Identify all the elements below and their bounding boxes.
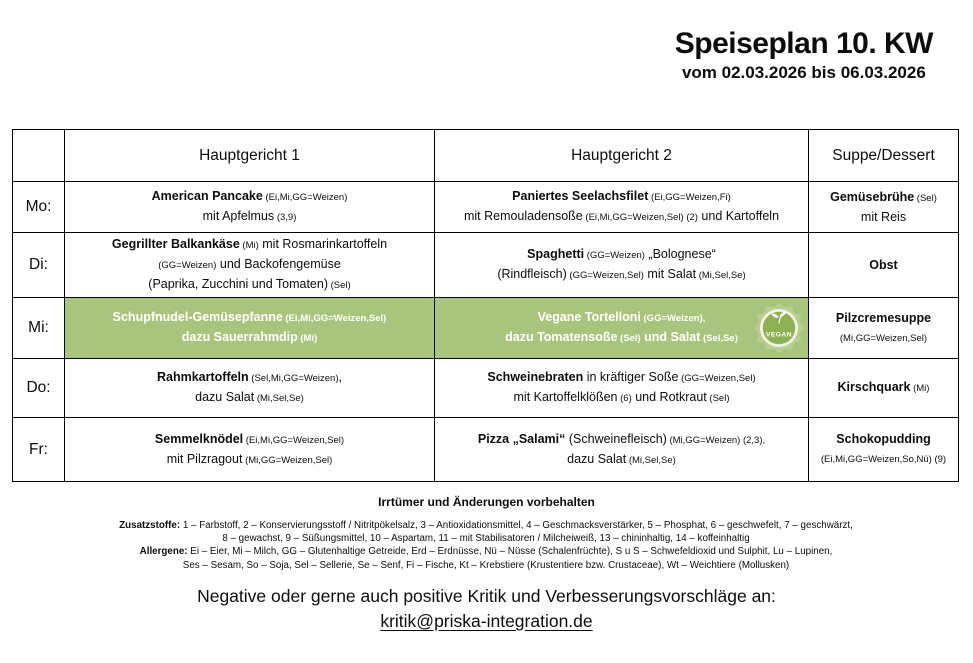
zusatzstoffe-line-2: 8 – gewachst, 9 – Süßungsmittel, 10 – Aspartam, 11 – mit Stabilisatoren / Milcheiweiß, 13 – chininhaltig, 14 – koffeinhaltig: [222, 533, 750, 545]
day-label: Fr:: [13, 418, 65, 482]
badge-inner-disc: [763, 312, 795, 344]
menu-text-segment: Gemüsebrühe: [830, 189, 915, 204]
column-header-hauptgericht-2: Hauptgericht 2: [435, 130, 809, 182]
feedback-email-link[interactable]: kritik@priska-integration.de: [380, 611, 593, 631]
menu-text-segment: Pizza „Salami“: [477, 431, 566, 446]
menu-text-segment: Vegane Tortelloni: [537, 310, 641, 324]
menu-text-segment: Gegrillter Balkankäse: [111, 237, 240, 251]
menu-table-body: [13, 182, 959, 482]
menu-text-segment: (Mi,Sel,Se): [696, 270, 746, 281]
menu-line: [813, 378, 954, 398]
menu-text-segment: in kräftiger Soße: [583, 370, 679, 384]
menu-line: [69, 207, 430, 227]
menu-text-segment: dazu Sauerrahmdip: [181, 330, 298, 344]
menu-line: [439, 308, 804, 328]
menu-table-header: [13, 130, 959, 182]
column-header-hauptgericht-1: Hauptgericht 1: [65, 130, 435, 182]
menu-text-segment: (Ei,Mi,GG=Weizen,So,Nü) (9): [820, 454, 947, 465]
footnotes-block: [56, 519, 916, 572]
menu-text-segment: (Ei,Mi,GG=Weizen,Sel): [282, 313, 387, 324]
menu-line: [439, 265, 804, 285]
menu-text-segment: (Ei,GG=Weizen,Fi): [648, 192, 731, 203]
day-label: Mo:: [13, 182, 65, 233]
menu-line: [813, 328, 954, 348]
menu-line: [69, 430, 430, 450]
menu-line: [69, 328, 430, 348]
page-title: Speiseplan 10. KW: [674, 27, 933, 60]
menu-text-segment: und Backofengemüse: [216, 257, 341, 271]
column-header-suppe-dessert: Suppe/Dessert: [809, 130, 959, 182]
menu-text-segment: (GG=Weizen): [584, 250, 645, 261]
menu-line: [439, 388, 804, 408]
menu-cell-suppe-dessert: [809, 233, 959, 298]
menu-line: [813, 256, 954, 275]
menu-table: [12, 129, 959, 482]
menu-line: [439, 368, 804, 388]
menu-text-segment: Pilzcremesuppe: [835, 310, 932, 325]
menu-text-segment: Schokopudding: [836, 432, 931, 446]
menu-line: [439, 245, 804, 265]
header-row: [13, 130, 959, 182]
menu-cell-suppe-dessert: [809, 418, 959, 482]
menu-text-segment: Kirschquark: [837, 380, 911, 394]
menu-cell-hauptgericht-1: [65, 418, 435, 482]
menu-text-segment: Obst: [869, 257, 898, 272]
menu-line: [69, 308, 430, 328]
day-label: Do:: [13, 359, 65, 418]
menu-text-segment: Rahmkartoffeln: [156, 370, 249, 384]
menu-cell-suppe-dessert: [809, 359, 959, 418]
menu-cell-hauptgericht-1: [65, 298, 435, 359]
menu-line: [69, 187, 430, 207]
menu-text-segment: (Sel,Mi,GG=Weizen): [248, 373, 339, 384]
menu-cell-suppe-dessert: [809, 298, 959, 359]
zusatzstoffe-text-1: 1 – Farbstoff, 2 – Konservierungsstoff / Nitritpökelsalz, 3 – Antioxidationsmittel, 4 – Geschmacksverstärker, 5 – Phosphat, 6 – geschwefelt, 7 – geschwärzt,: [180, 520, 853, 531]
column-header-day: [13, 130, 65, 182]
menu-text-segment: Schupfnudel-Gemüsepfanne: [112, 310, 283, 324]
menu-text-segment: Semmelknödel: [154, 431, 244, 446]
menu-text-segment: dazu Salat: [195, 390, 255, 404]
menu-text-segment: (Ei,Mi,GG=Weizen): [262, 192, 348, 203]
menu-text-segment: (Sel): [617, 333, 641, 344]
menu-line: [69, 368, 430, 388]
menu-cell-hauptgericht-1: [65, 359, 435, 418]
menu-text-segment: (Mi): [910, 383, 930, 394]
menu-line: [439, 430, 804, 450]
menu-text-segment: American Pancake: [151, 189, 263, 203]
menu-text-segment: (GG=Weizen,Sel): [566, 270, 644, 281]
menu-text-segment: (GG=Weizen),: [640, 313, 706, 324]
menu-cell-hauptgericht-1: [65, 182, 435, 233]
feedback-text: Negative oder gerne auch positive Kritik und Verbesserungsvorschläge an:: [197, 586, 776, 606]
menu-text-segment: mit Kartoffelklößen: [513, 390, 618, 404]
menu-text-segment: mit Pilzragout: [166, 451, 243, 466]
menu-line: [69, 255, 430, 275]
allergene-text-1: Ei – Eier, Mi – Milch, GG – Glutenhaltige Getreide, Erd – Erdnüsse, Nü – Nüsse (Schalenfrüchte), S u S – Schwefeldioxid und Sulphit, Lu – Lupinen,: [187, 546, 833, 558]
menu-text-segment: mit Salat: [643, 267, 697, 281]
menu-text-segment: ,: [338, 370, 342, 384]
menu-line: [439, 207, 804, 227]
menu-text-segment: (GG=Weizen): [158, 260, 217, 271]
menu-text-segment: (GG=Weizen,Sel): [678, 373, 756, 384]
menu-line: [813, 449, 954, 469]
menu-text-segment: (Mi,Sel,Se): [254, 393, 304, 404]
menu-text-segment: mit Remouladensoße: [463, 209, 583, 223]
menu-text-segment: (Ei,Mi,GG=Weizen,Sel): [243, 434, 345, 446]
menu-text-segment: (Sel,Se): [700, 333, 738, 344]
vegan-badge: [753, 302, 805, 354]
zusatzstoffe-line-1: [56, 519, 916, 532]
menu-line: [69, 275, 430, 295]
menu-text-segment: (3,9): [274, 212, 297, 223]
menu-line: [439, 450, 804, 470]
menu-text-segment: (Rindfleisch): [497, 267, 567, 281]
menu-line: [69, 450, 430, 470]
table-row: [13, 359, 959, 418]
menu-text-segment: (Mi,GG=Weizen,Sel): [839, 332, 928, 344]
page-subtitle: vom 02.03.2026 bis 06.03.2026: [681, 63, 926, 82]
menu-text-segment: (6): [617, 393, 632, 404]
vegan-badge-label: VEGAN: [766, 331, 792, 339]
menu-cell-hauptgericht-1: [65, 233, 435, 298]
menu-text-segment: mit Rosmarinkartoffeln: [258, 237, 388, 251]
menu-text-segment: (Ei,Mi,GG=Weizen,Sel) (2): [582, 212, 698, 223]
menu-text-segment: mit Apfelmus: [202, 209, 275, 223]
menu-text-segment: „Bolognese“: [644, 247, 716, 261]
day-label: Di:: [13, 233, 65, 298]
allergene-line-1: [56, 545, 916, 558]
menu-cell-hauptgericht-2: [435, 182, 809, 233]
menu-cell-hauptgericht-2: [435, 418, 809, 482]
menu-text-segment: Paniertes Seelachsfilet: [512, 189, 649, 203]
day-label: Mi:: [13, 298, 65, 359]
zusatzstoffe-label: Zusatzstoffe:: [119, 520, 181, 531]
menu-cell-hauptgericht-2: [435, 359, 809, 418]
menu-cell-hauptgericht-2: [435, 298, 809, 359]
menu-text-segment: (Sel): [914, 192, 937, 204]
disclaimer-text: Irrtümer und Änderungen vorbehalten: [378, 495, 595, 509]
menu-line: [69, 388, 430, 408]
menu-text-segment: dazu Salat: [567, 451, 627, 466]
menu-text-segment: Schweinebraten: [487, 370, 584, 384]
allergene-line-2: Ses – Sesam, So – Soja, Sel – Sellerie, Se – Senf, Fi – Fische, Kt – Krebstiere (Krustentiere bzw. Crustaceae), Wt – Weichtiere (Mollusken): [182, 559, 790, 571]
menu-text-segment: und Rotkraut: [631, 390, 707, 404]
table-row: [13, 233, 959, 298]
title-block: [675, 26, 933, 84]
table-row: [13, 418, 959, 482]
table-row: [13, 182, 959, 233]
menu-text-segment: (Mi,GG=Weizen) (2,3),: [666, 434, 766, 446]
menu-line: [439, 328, 804, 348]
menu-text-segment: (Sel): [706, 393, 730, 404]
menu-text-segment: dazu Tomatensoße: [505, 330, 618, 344]
menu-cell-hauptgericht-2: [435, 233, 809, 298]
menu-text-segment: und Salat: [640, 330, 701, 344]
menu-text-segment: (Mi): [239, 240, 259, 251]
menu-text-segment: Spaghetti: [527, 247, 585, 261]
menu-text-segment: mit Reis: [860, 209, 907, 224]
menu-line: [439, 187, 804, 207]
menu-line: [813, 309, 954, 328]
menu-line: [813, 430, 954, 449]
menu-text-segment: (Schweinefleisch): [565, 431, 667, 446]
table-row: [13, 298, 959, 359]
menu-text-segment: (Sel): [328, 280, 351, 291]
menu-text-segment: und Kartoffeln: [697, 209, 780, 223]
menu-text-segment: (Mi): [297, 333, 318, 344]
menu-text-segment: (Paprika, Zucchini und Tomaten): [148, 277, 328, 291]
feedback-block: [0, 584, 973, 632]
menu-line: [813, 188, 954, 208]
menu-text-segment: (Mi,Sel,Se): [626, 454, 676, 466]
menu-line: [813, 208, 954, 227]
menu-line: [69, 235, 430, 255]
allergene-label: Allergene:: [139, 546, 188, 558]
menu-text-segment: (Mi,GG=Weizen,Sel): [242, 454, 333, 466]
menu-cell-suppe-dessert: [809, 182, 959, 233]
